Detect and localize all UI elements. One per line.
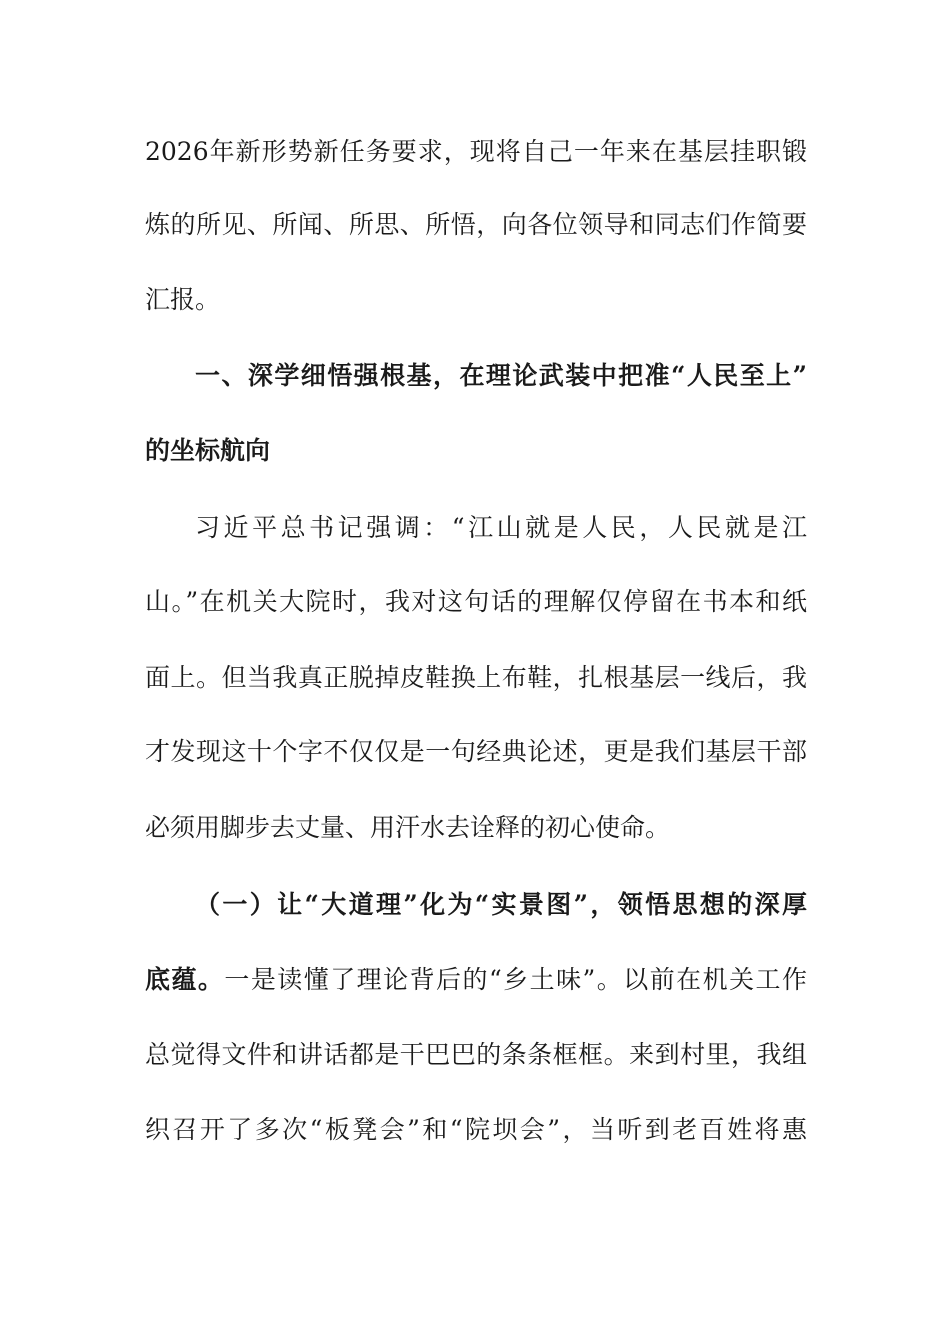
intro-line-3: 汇报。 [145,285,221,314]
subsection-body-start: 一是读懂了理论背后的“乡土味”。以前在机关工作 [224,965,807,994]
quote-line-5: 必须用脚步去丈量、用汗水去诠释的初心使命。 [145,813,671,842]
subsection-title-tail: 底蕴。 [145,965,225,994]
quote-line-3: 面上。但当我真正脱掉皮鞋换上布鞋，扎根基层一线后，我 [145,663,807,692]
quote-line-4: 才发现这十个字不仅仅是一句经典论述，更是我们基层干部 [145,737,807,766]
quote-line-2: 山。”在机关大院时，我对这句话的理解仅停留在书本和纸 [145,587,807,616]
quote-line-1: 习近平总书记强调：“江山就是人民，人民就是江 [195,513,807,542]
subsection-line-4: 织召开了多次“板凳会”和“院坝会”，当听到老百姓将惠 [145,1115,807,1144]
subsection-line-2 [145,960,807,1000]
subsection-line-3: 总觉得文件和讲话都是干巴巴的条条框框。来到村里，我组 [145,1040,807,1069]
subsection-title-line-1: （一）让“大道理”化为“实景图”，领悟思想的深厚 [195,890,807,919]
section-heading-line-2: 的坐标航向 [145,436,271,465]
section-heading-line-1: 一、深学细悟强根基，在理论武装中把准“人民至上” [195,361,807,390]
intro-line-1: 2026年新形势新任务要求，现将自己一年来在基层挂职锻 [145,137,807,166]
intro-line-2: 炼的所见、所闻、所思、所悟，向各位领导和同志们作简要 [145,210,807,239]
